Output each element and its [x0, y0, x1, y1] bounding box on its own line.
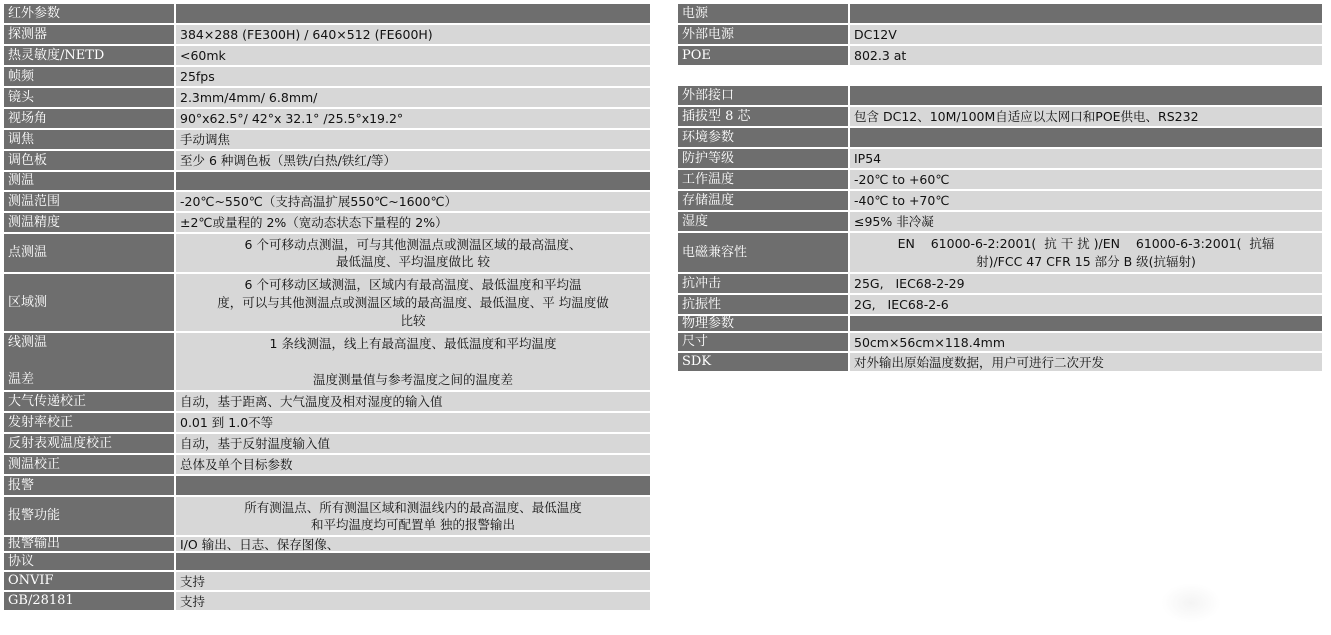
row-label: 区域测 [4, 274, 176, 331]
row-optemp [678, 170, 1322, 191]
row-value: 自动，基于距离、大气温度及相对湿度的输入值 [176, 392, 650, 411]
row-value-line: 射)/FCC 47 CFR 15 部分 B 级(抗辐射) [976, 254, 1196, 269]
row-label: 大气传递校正 [4, 392, 176, 411]
left-spec-table [4, 4, 650, 612]
row-label: 点测温 [4, 234, 176, 272]
row-emc [678, 233, 1322, 274]
row-label-diff: 温差 [8, 372, 35, 387]
row-point [4, 234, 650, 274]
section-protocol [4, 553, 650, 572]
row-value-line: 6 个可移动点测温，可与其他测温点或测温区域的最高温度、 [244, 237, 582, 252]
row-detector [4, 25, 650, 46]
row-emiss [4, 413, 650, 434]
row-value-line: 1 条线测温，线上有最高温度、最低温度和平均温度 [269, 336, 557, 351]
section-env [678, 128, 1322, 149]
section-physical [678, 316, 1322, 333]
row-value [176, 274, 650, 331]
row-ext-power [678, 25, 1322, 46]
row-label-line: 线测温 [8, 335, 48, 350]
section-title: 物理参数 [678, 316, 850, 331]
section-title: 红外参数 [4, 4, 176, 23]
row-label: 报警功能 [4, 497, 176, 535]
spacer [678, 67, 1322, 86]
row-value [176, 497, 650, 535]
row-gb28181 [4, 592, 650, 612]
row-palette [4, 151, 650, 172]
row-poe [678, 46, 1322, 67]
section-interface [678, 86, 1322, 107]
row-value-line: 最低温度、平均温度做比 较 [336, 254, 490, 269]
row-value: 2.3mm/4mm/ 6.8mm/ [176, 88, 650, 107]
row-focus [4, 130, 650, 151]
row-label: 报警输出 [4, 537, 176, 551]
row-value: 90°x62.5°/ 42°x 32.1° /25.5°x19.2° [176, 109, 650, 128]
row-range [4, 192, 650, 213]
row-label: 镜头 [4, 88, 176, 107]
row-label: 防护等级 [678, 149, 850, 168]
section-title: 测温 [4, 172, 176, 190]
row-size [678, 333, 1322, 353]
row-value: 25fps [176, 67, 650, 86]
row-value: DC12V [850, 25, 1322, 44]
row-lens [4, 88, 650, 109]
row-value: 支持 [176, 572, 650, 590]
row-value: <60mk [176, 46, 650, 65]
row-ip [678, 149, 1322, 170]
row-alarm-func [4, 497, 650, 537]
section-power [678, 4, 1322, 25]
row-value [176, 333, 650, 390]
row-shock [678, 274, 1322, 295]
row-alarm-out [4, 537, 650, 553]
section-title: 协议 [4, 553, 176, 570]
row-vibration [678, 295, 1322, 316]
row-value: 自动，基于反射温度输入值 [176, 434, 650, 453]
row-framerate [4, 67, 650, 88]
row-value-line: 和平均温度均可配置单 独的报警输出 [311, 517, 515, 532]
section-alarm [4, 476, 650, 497]
row-label: SDK [678, 353, 850, 371]
row-area [4, 274, 650, 333]
row-label: 视场角 [4, 109, 176, 128]
row-value-line: EN 61000-6-2:2001( 抗 干 扰 )/EN 61000-6-3:2001( 抗辐 [897, 236, 1275, 251]
row-label: 反射表观温度校正 [4, 434, 176, 453]
faint-watermark [1161, 583, 1221, 623]
row-value-line: 比较 [400, 313, 426, 328]
row-label [4, 333, 176, 390]
row-line-diff [4, 333, 650, 392]
row-label: 调色板 [4, 151, 176, 170]
row-value: 包含 DC12、10M/100M自适应以太网口和POE供电、RS232 [850, 107, 1322, 126]
row-value-diff: 温度测量值与参考温度之间的温度差 [312, 372, 513, 387]
row-label: 发射率校正 [4, 413, 176, 432]
row-label: 工作温度 [678, 170, 850, 189]
section-ir [4, 4, 650, 25]
row-value: 至少 6 种调色板（黑铁/白热/铁红/等） [176, 151, 650, 170]
section-title: 报警 [4, 476, 176, 495]
section-title: 环境参数 [678, 128, 850, 147]
row-value: -20℃ to +60℃ [850, 170, 1322, 189]
row-value: I/O 输出、日志、保存图像、 [176, 537, 650, 551]
row-value: -40℃ to +70℃ [850, 191, 1322, 210]
row-label: 插拔型 8 芯 [678, 107, 850, 126]
row-value: IP54 [850, 149, 1322, 168]
row-label: GB/28181 [4, 592, 176, 610]
row-value: 50cm×56cm×118.4mm [850, 333, 1322, 351]
row-sdk [678, 353, 1322, 373]
row-value: ≤95% 非冷凝 [850, 212, 1322, 231]
row-value-line: 6 个可移动区域测温，区域内有最高温度、最低温度和平均温 [244, 277, 582, 292]
row-label: 电磁兼容性 [678, 233, 850, 272]
row-label: 调焦 [4, 130, 176, 149]
row-fov [4, 109, 650, 130]
right-spec-table [678, 4, 1322, 373]
row-label: 存储温度 [678, 191, 850, 210]
row-value: 支持 [176, 592, 650, 610]
row-value: 25G, IEC68-2-29 [850, 274, 1322, 293]
row-label: ONVIF [4, 572, 176, 590]
row-label: 热灵敏度/NETD [4, 46, 176, 65]
row-sttemp [678, 191, 1322, 212]
row-netd [4, 46, 650, 67]
row-value [176, 234, 650, 272]
row-label: 测温校正 [4, 455, 176, 474]
row-label: 探测器 [4, 25, 176, 44]
row-label: 测温精度 [4, 213, 176, 232]
row-value: 对外输出原始温度数据，用户可进行二次开发 [850, 353, 1322, 371]
row-calib [4, 455, 650, 476]
row-value-line: 度，可以与其他测温点或测温区域的最高温度、最低温度、平 均温度做 [217, 295, 609, 310]
row-accuracy [4, 213, 650, 234]
row-value-line: 所有测温点、所有测温区域和测温线内的最高温度、最低温度 [244, 500, 582, 515]
row-value: 总体及单个目标参数 [176, 455, 650, 474]
row-value: -20℃~550℃（支持高温扩展550℃~1600℃） [176, 192, 650, 211]
row-label: 帧频 [4, 67, 176, 86]
section-title: 外部接口 [678, 86, 850, 105]
row-atm [4, 392, 650, 413]
row-value: 0.01 到 1.0不等 [176, 413, 650, 432]
section-title: 电源 [678, 4, 850, 23]
row-humidity [678, 212, 1322, 233]
row-plug [678, 107, 1322, 128]
row-value [850, 233, 1322, 272]
row-label: 抗冲击 [678, 274, 850, 293]
section-temp [4, 172, 650, 192]
row-value: 手动调焦 [176, 130, 650, 149]
row-label: 尺寸 [678, 333, 850, 351]
row-label: POE [678, 46, 850, 65]
row-value: ±2℃或量程的 2%（宽动态状态下量程的 2%） [176, 213, 650, 232]
row-value: 802.3 at [850, 46, 1322, 65]
row-label: 湿度 [678, 212, 850, 231]
row-label: 抗振性 [678, 295, 850, 314]
row-label: 外部电源 [678, 25, 850, 44]
row-reflect [4, 434, 650, 455]
row-value: 384×288 (FE300H) / 640×512 (FE600H) [176, 25, 650, 44]
row-value: 2G, IEC68-2-6 [850, 295, 1322, 314]
row-label: 测温范围 [4, 192, 176, 211]
row-onvif [4, 572, 650, 592]
